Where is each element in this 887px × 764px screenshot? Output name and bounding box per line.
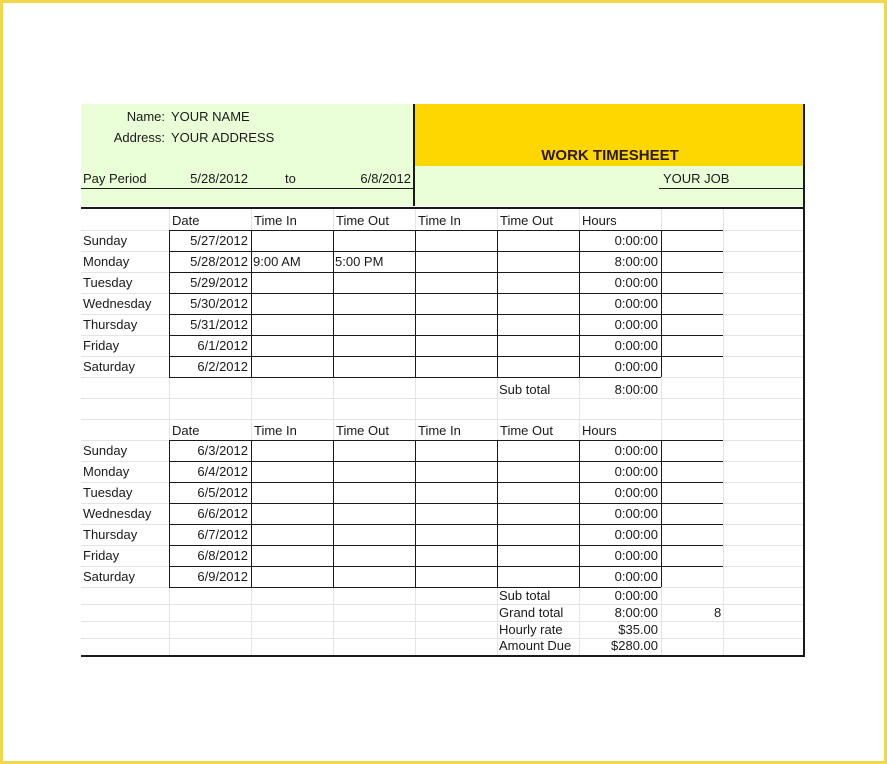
page-title: WORK TIMESHEET	[541, 147, 679, 164]
week2-cell-hours: 0:00:00	[614, 464, 658, 479]
week1-cell-date: 5/28/2012	[190, 254, 248, 269]
week2-cell-time-out[interactable]	[335, 503, 412, 524]
week1-day-label: Wednesday	[83, 296, 152, 311]
week1-col-border	[579, 230, 580, 377]
week2-subtotal-label: Sub total	[499, 588, 551, 603]
week1-cell-hours: 0:00:00	[614, 317, 658, 332]
pay-period-label: Pay Period	[83, 171, 147, 186]
week1-cell-hours: 0:00:00	[614, 296, 658, 311]
week1-cell-time-in2[interactable]	[417, 272, 494, 293]
week2-cell-time-out[interactable]	[335, 482, 412, 503]
week2-cell-date: 6/7/2012	[197, 527, 248, 542]
gridline	[81, 604, 803, 605]
week2-cell-time-in[interactable]	[253, 503, 330, 524]
amount-due-label: Amount Due	[499, 638, 572, 653]
week2-cell-time-out[interactable]	[335, 545, 412, 566]
week1-cell-time-in2[interactable]	[417, 251, 494, 272]
week2-cell-time-out2[interactable]	[499, 524, 576, 545]
week1-cell-time-out2[interactable]	[499, 293, 576, 314]
job-value[interactable]: YOUR JOB	[663, 171, 730, 186]
week2-cell-time-in2[interactable]	[417, 461, 494, 482]
week2-col-border	[415, 440, 416, 587]
week1-cell-time-in[interactable]	[253, 335, 330, 356]
week1-day-label: Tuesday	[83, 275, 133, 290]
week1-cell-hours: 0:00:00	[614, 338, 658, 353]
week1-cell-time-in[interactable]	[253, 272, 330, 293]
week2-cell-time-out2[interactable]	[499, 566, 576, 587]
week1-header-3: Time Out	[336, 213, 389, 228]
week2-col-border	[169, 440, 170, 587]
week2-cell-time-out[interactable]	[335, 461, 412, 482]
week2-header-6: Hours	[582, 423, 617, 438]
week1-cell-date: 5/29/2012	[190, 275, 248, 290]
grand-total-hours: 8	[714, 605, 722, 620]
week2-header-1: Date	[172, 423, 200, 438]
week2-cell-time-out[interactable]	[335, 440, 412, 461]
week1-cell-time-out2[interactable]	[499, 314, 576, 335]
week2-cell-date: 6/9/2012	[197, 569, 248, 584]
week1-header-1: Date	[172, 213, 200, 228]
pay-period-end[interactable]: 6/8/2012	[360, 171, 411, 186]
week1-cell-hours: 8:00:00	[614, 254, 658, 269]
week1-cell-date: 5/30/2012	[190, 296, 248, 311]
week1-cell-date: 5/27/2012	[190, 233, 248, 248]
week1-subtotal-label: Sub total	[499, 382, 551, 397]
week2-cell-time-in[interactable]	[253, 566, 330, 587]
week2-cell-time-in2[interactable]	[417, 482, 494, 503]
pay-period-to: to	[285, 171, 296, 186]
week2-cell-time-out[interactable]	[335, 566, 412, 587]
week2-cell-time-in[interactable]	[253, 461, 330, 482]
pay-period-underline	[81, 188, 414, 189]
week1-header-6: Hours	[582, 213, 617, 228]
week1-cell-time-out[interactable]	[335, 293, 412, 314]
week2-cell-hours: 0:00:00	[614, 506, 658, 521]
week1-cell-time-in2[interactable]	[417, 230, 494, 251]
hourly-rate-value[interactable]: $35.00	[618, 622, 658, 637]
gridline	[81, 419, 803, 420]
week2-cell-time-out[interactable]	[335, 524, 412, 545]
week2-cell-time-in2[interactable]	[417, 440, 494, 461]
gridline	[81, 621, 803, 622]
week1-col-border	[415, 230, 416, 377]
week1-col-border	[333, 230, 334, 377]
week2-cell-date: 6/3/2012	[197, 443, 248, 458]
gridline	[81, 638, 803, 639]
week1-header-4: Time In	[418, 213, 461, 228]
sheet-bottom-border	[81, 655, 805, 657]
gridline	[81, 398, 803, 399]
week1-cell-time-out[interactable]: 5:00 PM	[335, 254, 384, 269]
week2-day-label: Saturday	[83, 569, 136, 584]
job-underline	[659, 188, 805, 189]
week1-row-border	[169, 377, 661, 378]
week1-col-border	[169, 230, 170, 377]
week1-cell-hours: 0:00:00	[614, 233, 658, 248]
address-label: Address:	[113, 130, 165, 145]
week2-col-border	[251, 440, 252, 587]
week2-day-label: Sunday	[83, 443, 128, 458]
week1-day-label: Monday	[83, 254, 130, 269]
week1-cell-time-out[interactable]	[335, 335, 412, 356]
week2-subtotal-value: 0:00:00	[614, 588, 658, 603]
week2-cell-time-out2[interactable]	[499, 545, 576, 566]
hourly-rate-label: Hourly rate	[499, 622, 563, 637]
week2-cell-time-in[interactable]	[253, 524, 330, 545]
week1-subtotal-value: 8:00:00	[614, 382, 658, 397]
header-right-panel	[415, 166, 805, 206]
week2-cell-time-in2[interactable]	[417, 524, 494, 545]
grand-total-label: Grand total	[499, 605, 564, 620]
week2-cell-date: 6/4/2012	[197, 464, 248, 479]
week1-col-border	[251, 230, 252, 377]
week2-cell-time-in[interactable]	[253, 545, 330, 566]
week1-cell-date: 6/2/2012	[197, 359, 248, 374]
week2-col-border	[661, 440, 662, 587]
week2-day-label: Thursday	[83, 527, 138, 542]
week2-cell-hours: 0:00:00	[614, 443, 658, 458]
week2-cell-time-in[interactable]	[253, 482, 330, 503]
week1-cell-date: 5/31/2012	[190, 317, 248, 332]
week2-header-2: Time In	[254, 423, 297, 438]
week1-cell-time-in2[interactable]	[417, 293, 494, 314]
week1-cell-time-in2[interactable]	[417, 314, 494, 335]
week1-cell-time-out2[interactable]	[499, 272, 576, 293]
week1-col-border	[497, 230, 498, 377]
week2-cell-hours: 0:00:00	[614, 569, 658, 584]
week1-cell-time-out2[interactable]	[499, 230, 576, 251]
week2-cell-date: 6/6/2012	[197, 506, 248, 521]
gridline	[723, 208, 724, 655]
week2-header-3: Time Out	[336, 423, 389, 438]
week1-cell-time-out2[interactable]	[499, 251, 576, 272]
week2-cell-hours: 0:00:00	[614, 527, 658, 542]
week2-cell-hours: 0:00:00	[614, 548, 658, 563]
week2-cell-time-out2[interactable]	[499, 482, 576, 503]
week2-cell-time-out2[interactable]	[499, 440, 576, 461]
week2-header-4: Time In	[418, 423, 461, 438]
week2-cell-hours: 0:00:00	[614, 485, 658, 500]
week1-cell-time-in[interactable]: 9:00 AM	[253, 254, 301, 269]
week1-cell-time-in[interactable]	[253, 230, 330, 251]
name-value[interactable]: YOUR NAME	[171, 109, 250, 124]
week1-cell-time-out[interactable]	[335, 356, 412, 377]
week1-day-label: Sunday	[83, 233, 128, 248]
address-value[interactable]: YOUR ADDRESS	[171, 130, 275, 145]
name-label: Name:	[126, 109, 165, 124]
timesheet-sheet	[81, 104, 805, 657]
week1-cell-time-out2[interactable]	[499, 356, 576, 377]
week1-cell-time-in[interactable]	[253, 356, 330, 377]
week1-day-label: Thursday	[83, 317, 138, 332]
week1-cell-time-in[interactable]	[253, 293, 330, 314]
week2-day-label: Wednesday	[83, 506, 152, 521]
week2-cell-time-in2[interactable]	[417, 545, 494, 566]
week2-col-border	[497, 440, 498, 587]
week1-cell-time-out[interactable]	[335, 230, 412, 251]
week2-cell-time-in2[interactable]	[417, 503, 494, 524]
week2-cell-date: 6/5/2012	[197, 485, 248, 500]
week1-cell-hours: 0:00:00	[614, 275, 658, 290]
header-bottom-border	[81, 207, 805, 209]
week2-day-label: Tuesday	[83, 485, 133, 500]
week2-cell-time-in[interactable]	[253, 440, 330, 461]
week2-col-border	[333, 440, 334, 587]
week1-cell-hours: 0:00:00	[614, 359, 658, 374]
week2-day-label: Monday	[83, 464, 130, 479]
week2-header-5: Time Out	[500, 423, 553, 438]
week2-day-label: Friday	[83, 548, 120, 563]
week1-day-label: Friday	[83, 338, 120, 353]
amount-due-value: $280.00	[611, 638, 658, 653]
week2-cell-time-out2[interactable]	[499, 503, 576, 524]
grand-total-value: 8:00:00	[614, 605, 658, 620]
week1-header-5: Time Out	[500, 213, 553, 228]
week1-cell-time-out[interactable]	[335, 314, 412, 335]
week1-cell-time-in2[interactable]	[417, 335, 494, 356]
week2-cell-time-in2[interactable]	[417, 566, 494, 587]
week1-col-border	[661, 230, 662, 377]
week2-col-border	[579, 440, 580, 587]
pay-period-start[interactable]: 5/28/2012	[190, 171, 248, 186]
week1-cell-time-in[interactable]	[253, 314, 330, 335]
right-border	[803, 104, 805, 657]
week1-day-label: Saturday	[83, 359, 136, 374]
week2-cell-time-out2[interactable]	[499, 461, 576, 482]
week1-cell-date: 6/1/2012	[197, 338, 248, 353]
week1-cell-time-out[interactable]	[335, 272, 412, 293]
week2-cell-date: 6/8/2012	[197, 548, 248, 563]
week1-cell-time-out2[interactable]	[499, 335, 576, 356]
week1-header-2: Time In	[254, 213, 297, 228]
week1-cell-time-in2[interactable]	[417, 356, 494, 377]
